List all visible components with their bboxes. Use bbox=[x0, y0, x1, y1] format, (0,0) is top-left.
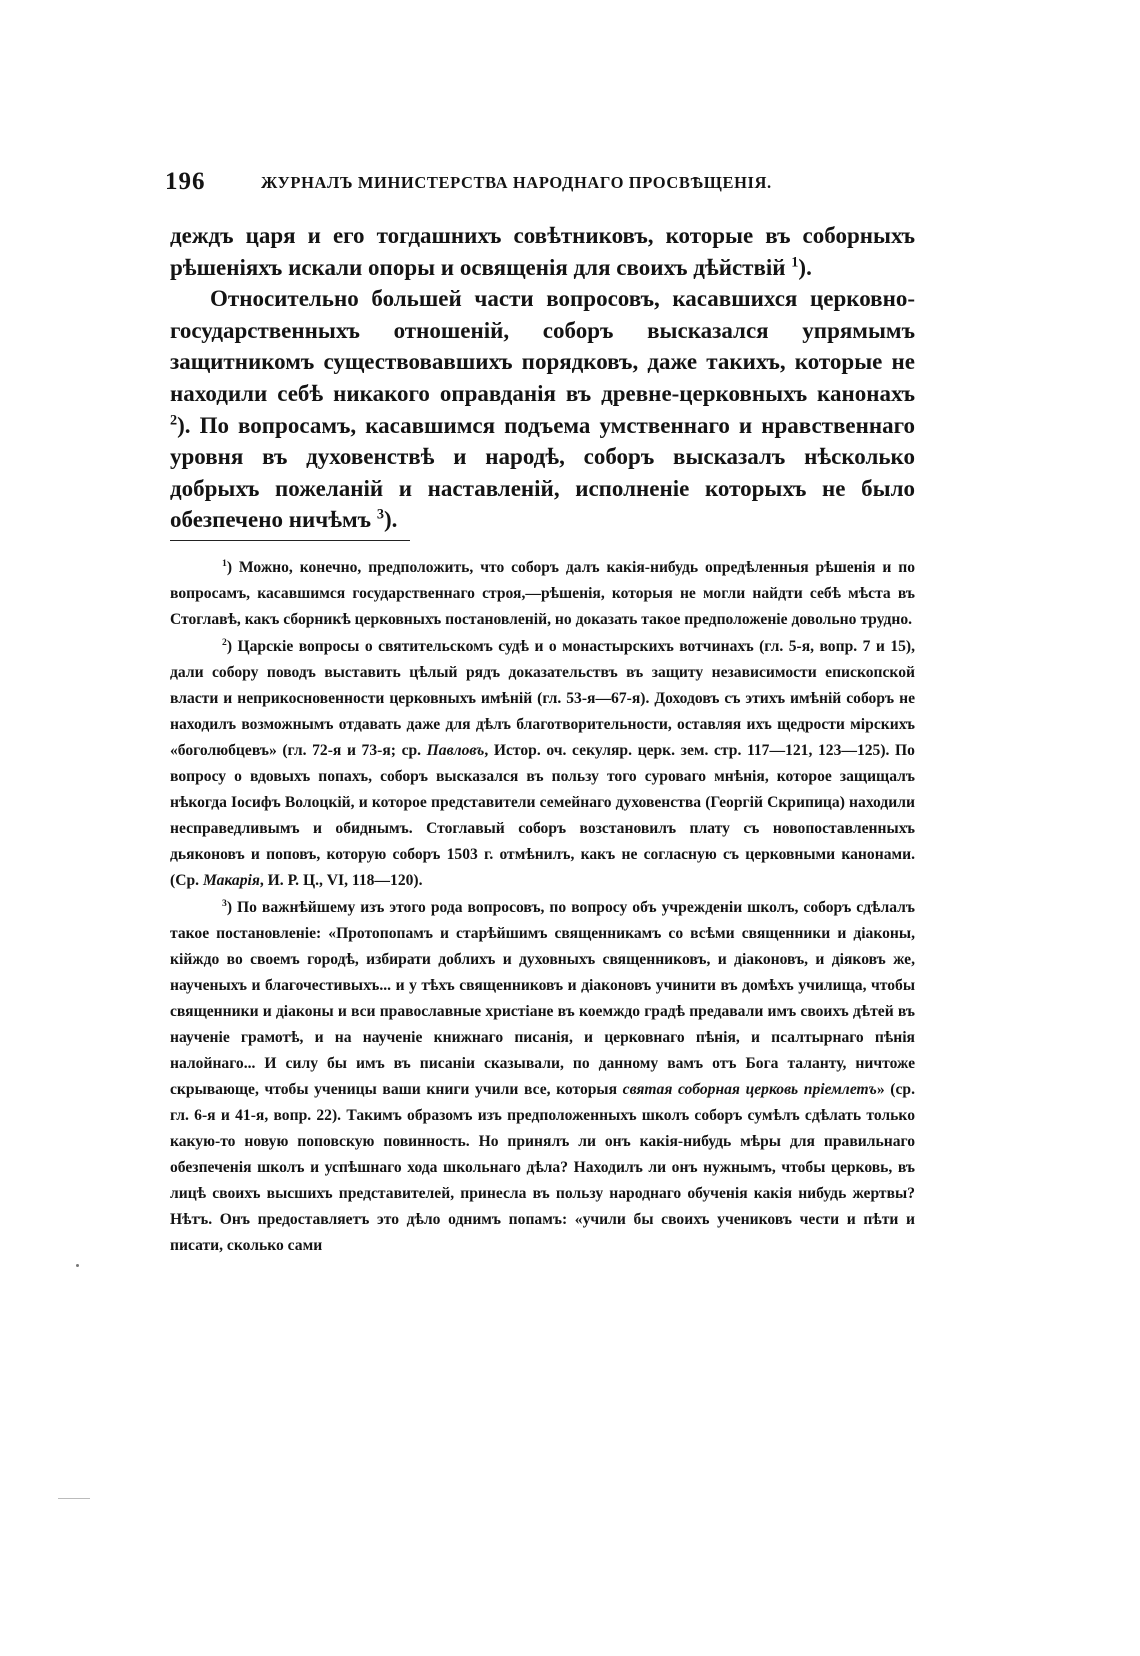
footnote-1 bbox=[170, 555, 915, 633]
footnote-1-marker: 1 bbox=[222, 557, 227, 569]
footnote-2 bbox=[170, 634, 915, 894]
page-number: 196 bbox=[165, 168, 206, 195]
footnote-2-author-1: Павловъ bbox=[426, 742, 485, 759]
footnote-2-text-2: , Истор. оч. секуляр. церк. зем. стр. 117—121, 123—125). По вопросу о вдовыхъ попахъ, соборъ высказался въ пользу того суроваго мнѣнія, которое защищалъ нѣкогда Іосифъ Волоцкій, и которое представители семейнаго духовенства (Георгій Скрипица) находили несправедливымъ и обиднымъ. Стоглавый соборъ возстановилъ плату съ новопоставленныхъ дьяконовъ и поповъ, которую соборъ 1503 г. отмѣнилъ, какъ не согласную съ церковными канонами. (Ср. bbox=[170, 742, 915, 889]
footnote-3-marker: 3 bbox=[222, 897, 227, 909]
footnote-3 bbox=[170, 895, 915, 1259]
margin-speck bbox=[76, 1264, 79, 1267]
footnote-2-author-2: Макарія bbox=[202, 872, 260, 889]
footnote-1-text: ) Можно, конечно, предположить, что соборъ далъ какія-нибудь опредѣленныя рѣшенія и по вопросамъ, касавшимся государственнаго строя,—рѣшенія, которыя не могли найдти себѣ мѣста въ Стоглавѣ, какъ сборникѣ церковныхъ постановленій, но доказать такое предположеніе довольно трудно. bbox=[170, 559, 915, 628]
footnote-3-text-1: ) По важнѣйшему изъ этого рода вопросовъ, по вопросу объ учрежденіи школъ, соборъ сдѣлалъ такое постановленіе: «Протопопамъ и старѣйшимъ священникамъ со всѣми священники и діаконы, кійждо во своемъ городѣ, избирати доблихъ и духовныхъ священниковъ, и діаконовъ, и діяковъ же, наученыхъ и благочестивыхъ... и у тѣхъ священниковъ и діаконовъ учинити въ домѣхъ училища, чтобы священники и діаконы и вси православные христіане въ коемждо градѣ предавали имъ своихъ дѣтей въ наученіе грамотѣ, и на наученіе книжнаго писанія, и церковнаго пѣнія, и псалтырнаго пѣнія налойнаго... И силу бы имъ въ писаніи сказывали, по данному вамъ отъ Бога таланту, ничтоже скрывающе, чтобы ученицы ваши книги учили все, которыя bbox=[170, 899, 915, 1098]
footnote-2-text-1: ) Царскіе вопросы о святительскомъ судѣ и о монастырскихъ вотчинахъ (гл. 5-я, вопр. 7 и 15), дали собору поводъ выставить цѣлый рядъ доказательствъ въ защиту независимости епископской власти и неприкосновенности церковныхъ имѣній (гл. 53-я—67-я). Доходовъ съ этихъ имѣній соборъ не находилъ возможнымъ отдавать даже для дѣлъ благотворительности, оставляя ихъ щедрости мірскихъ «боголюбцевъ» (гл. 72-я и 73-я; ср. bbox=[170, 638, 915, 759]
main-paragraph-2-text-a: Относительно большей части вопросовъ, касавшихся церковно-государственныхъ отношеній, соборъ высказался упрямымъ защитникомъ существовавшихъ порядковъ, даже такихъ, которые не находили себѣ никакого оправданія въ древне-церковныхъ канонахъ bbox=[170, 286, 915, 406]
footnote-2-text-3: , И. Р. Ц., VI, 118—120). bbox=[259, 872, 423, 889]
main-paragraph-1-text: деждъ царя и его тогдашнихъ совѣтниковъ, которые въ соборныхъ рѣшеніяхъ искали опоры и освященія для своихъ дѣйствій bbox=[170, 223, 915, 280]
footnote-separator bbox=[170, 540, 410, 541]
main-text bbox=[170, 220, 915, 536]
main-paragraph-1-end: ). bbox=[798, 254, 812, 280]
footnote-3-italic-1: святая соборная церковь пріемлетъ bbox=[622, 1081, 877, 1098]
footnote-ref-2: 2 bbox=[170, 411, 178, 428]
footnote-3-text-2: » (ср. гл. 6-я и 41-я, вопр. 22). Такимъ образомъ изъ предположенныхъ школъ соборъ сумѣлъ сдѣлать только какую-то новую поповскую повинность. Но принялъ ли онъ какія-нибудь мѣры для правильнаго обезпеченія школъ и успѣшнаго хода школьнаго дѣла? Находилъ ли онъ нужнымъ, чтобы церковь, въ лицѣ своихъ высшихъ представителей, принесла въ пользу народнаго обученія какія нибудь жертвы? Нѣтъ. Онъ предоставляетъ это дѣло однимъ попамъ: «учили бы своихъ учениковъ чести и пѣти и писати, сколько сами bbox=[170, 1081, 915, 1254]
footnote-ref-3: 3 bbox=[376, 506, 384, 523]
footnote-2-marker: 2 bbox=[222, 636, 227, 648]
footnote-ref-1: 1 bbox=[791, 253, 799, 270]
main-paragraph-2 bbox=[170, 283, 915, 536]
journal-title: ЖУРНАЛЪ МИНИСТЕРСТВА НАРОДНАГО ПРОСВѢЩЕНІЯ. bbox=[261, 173, 772, 192]
margin-mark bbox=[58, 1498, 90, 1499]
main-paragraph-1 bbox=[170, 220, 915, 283]
footnotes bbox=[170, 555, 915, 1260]
main-paragraph-2-end: ). bbox=[383, 507, 398, 533]
main-paragraph-2-text-b: ). По вопросамъ, касавшимся подъема умственнаго и нравственнаго уровня въ духовенствѣ и народѣ, соборъ высказалъ нѣсколько добрыхъ пожеланій и наставленій, исполненіе которыхъ не было обезпечено ничѣмъ bbox=[170, 412, 915, 533]
running-head bbox=[165, 168, 925, 198]
